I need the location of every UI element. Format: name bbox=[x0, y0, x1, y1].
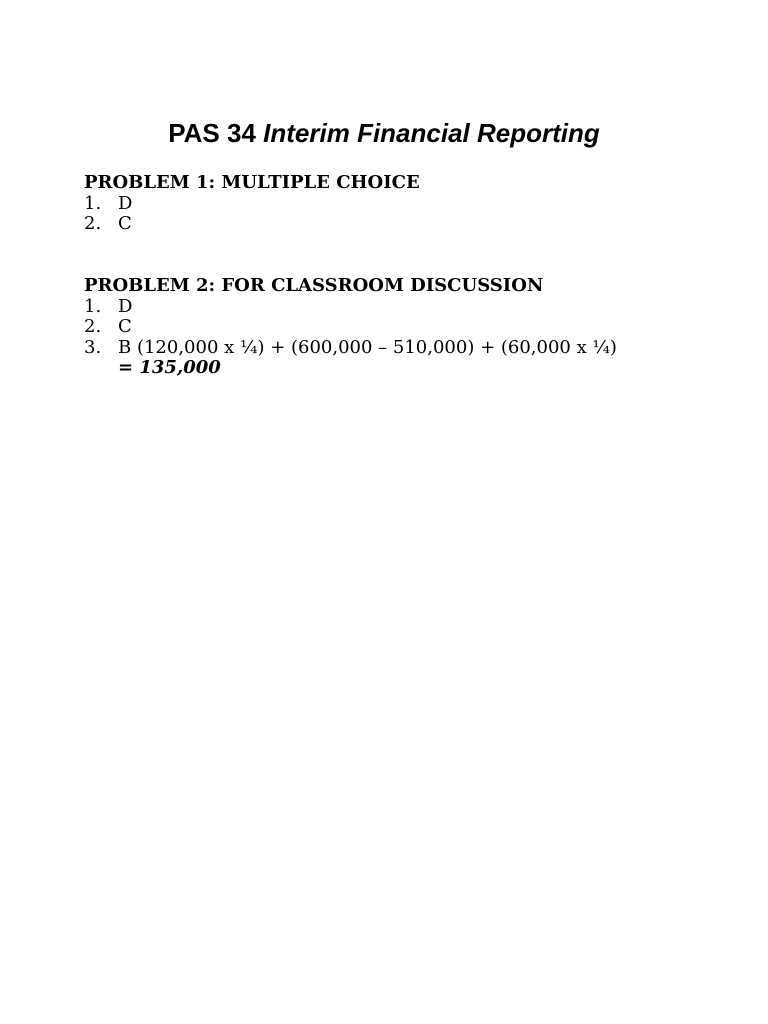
item-answer: D bbox=[118, 295, 133, 317]
problem-2-section bbox=[84, 276, 617, 379]
list-item bbox=[84, 338, 617, 359]
item-answer: B (120,000 x ¼) + (600,000 – 510,000) + (60,000 x ¼) bbox=[118, 336, 617, 358]
list-item bbox=[84, 297, 617, 318]
problem-1-heading: PROBLEM 1: MULTIPLE CHOICE bbox=[84, 172, 420, 193]
item-answer: C bbox=[118, 316, 132, 337]
problem-1-section bbox=[84, 173, 420, 235]
item-answer: C bbox=[118, 213, 132, 234]
problem-2-heading: PROBLEM 2: FOR CLASSROOM DISCUSSION bbox=[84, 275, 544, 296]
list-item bbox=[84, 317, 617, 338]
item-number: 3. bbox=[84, 336, 102, 358]
item-number: 2. bbox=[84, 213, 102, 234]
page-title bbox=[0, 114, 768, 152]
computed-result: = 135,000 bbox=[118, 357, 221, 378]
list-item bbox=[84, 194, 420, 215]
item-number: 1. bbox=[84, 295, 102, 317]
item-answer: D bbox=[118, 192, 133, 214]
title-italic: Interim Financial Reporting bbox=[263, 118, 600, 148]
title-prefix: PAS 34 bbox=[168, 118, 256, 148]
list-item bbox=[84, 214, 420, 235]
item-number: 2. bbox=[84, 316, 102, 337]
item-number: 1. bbox=[84, 192, 102, 214]
